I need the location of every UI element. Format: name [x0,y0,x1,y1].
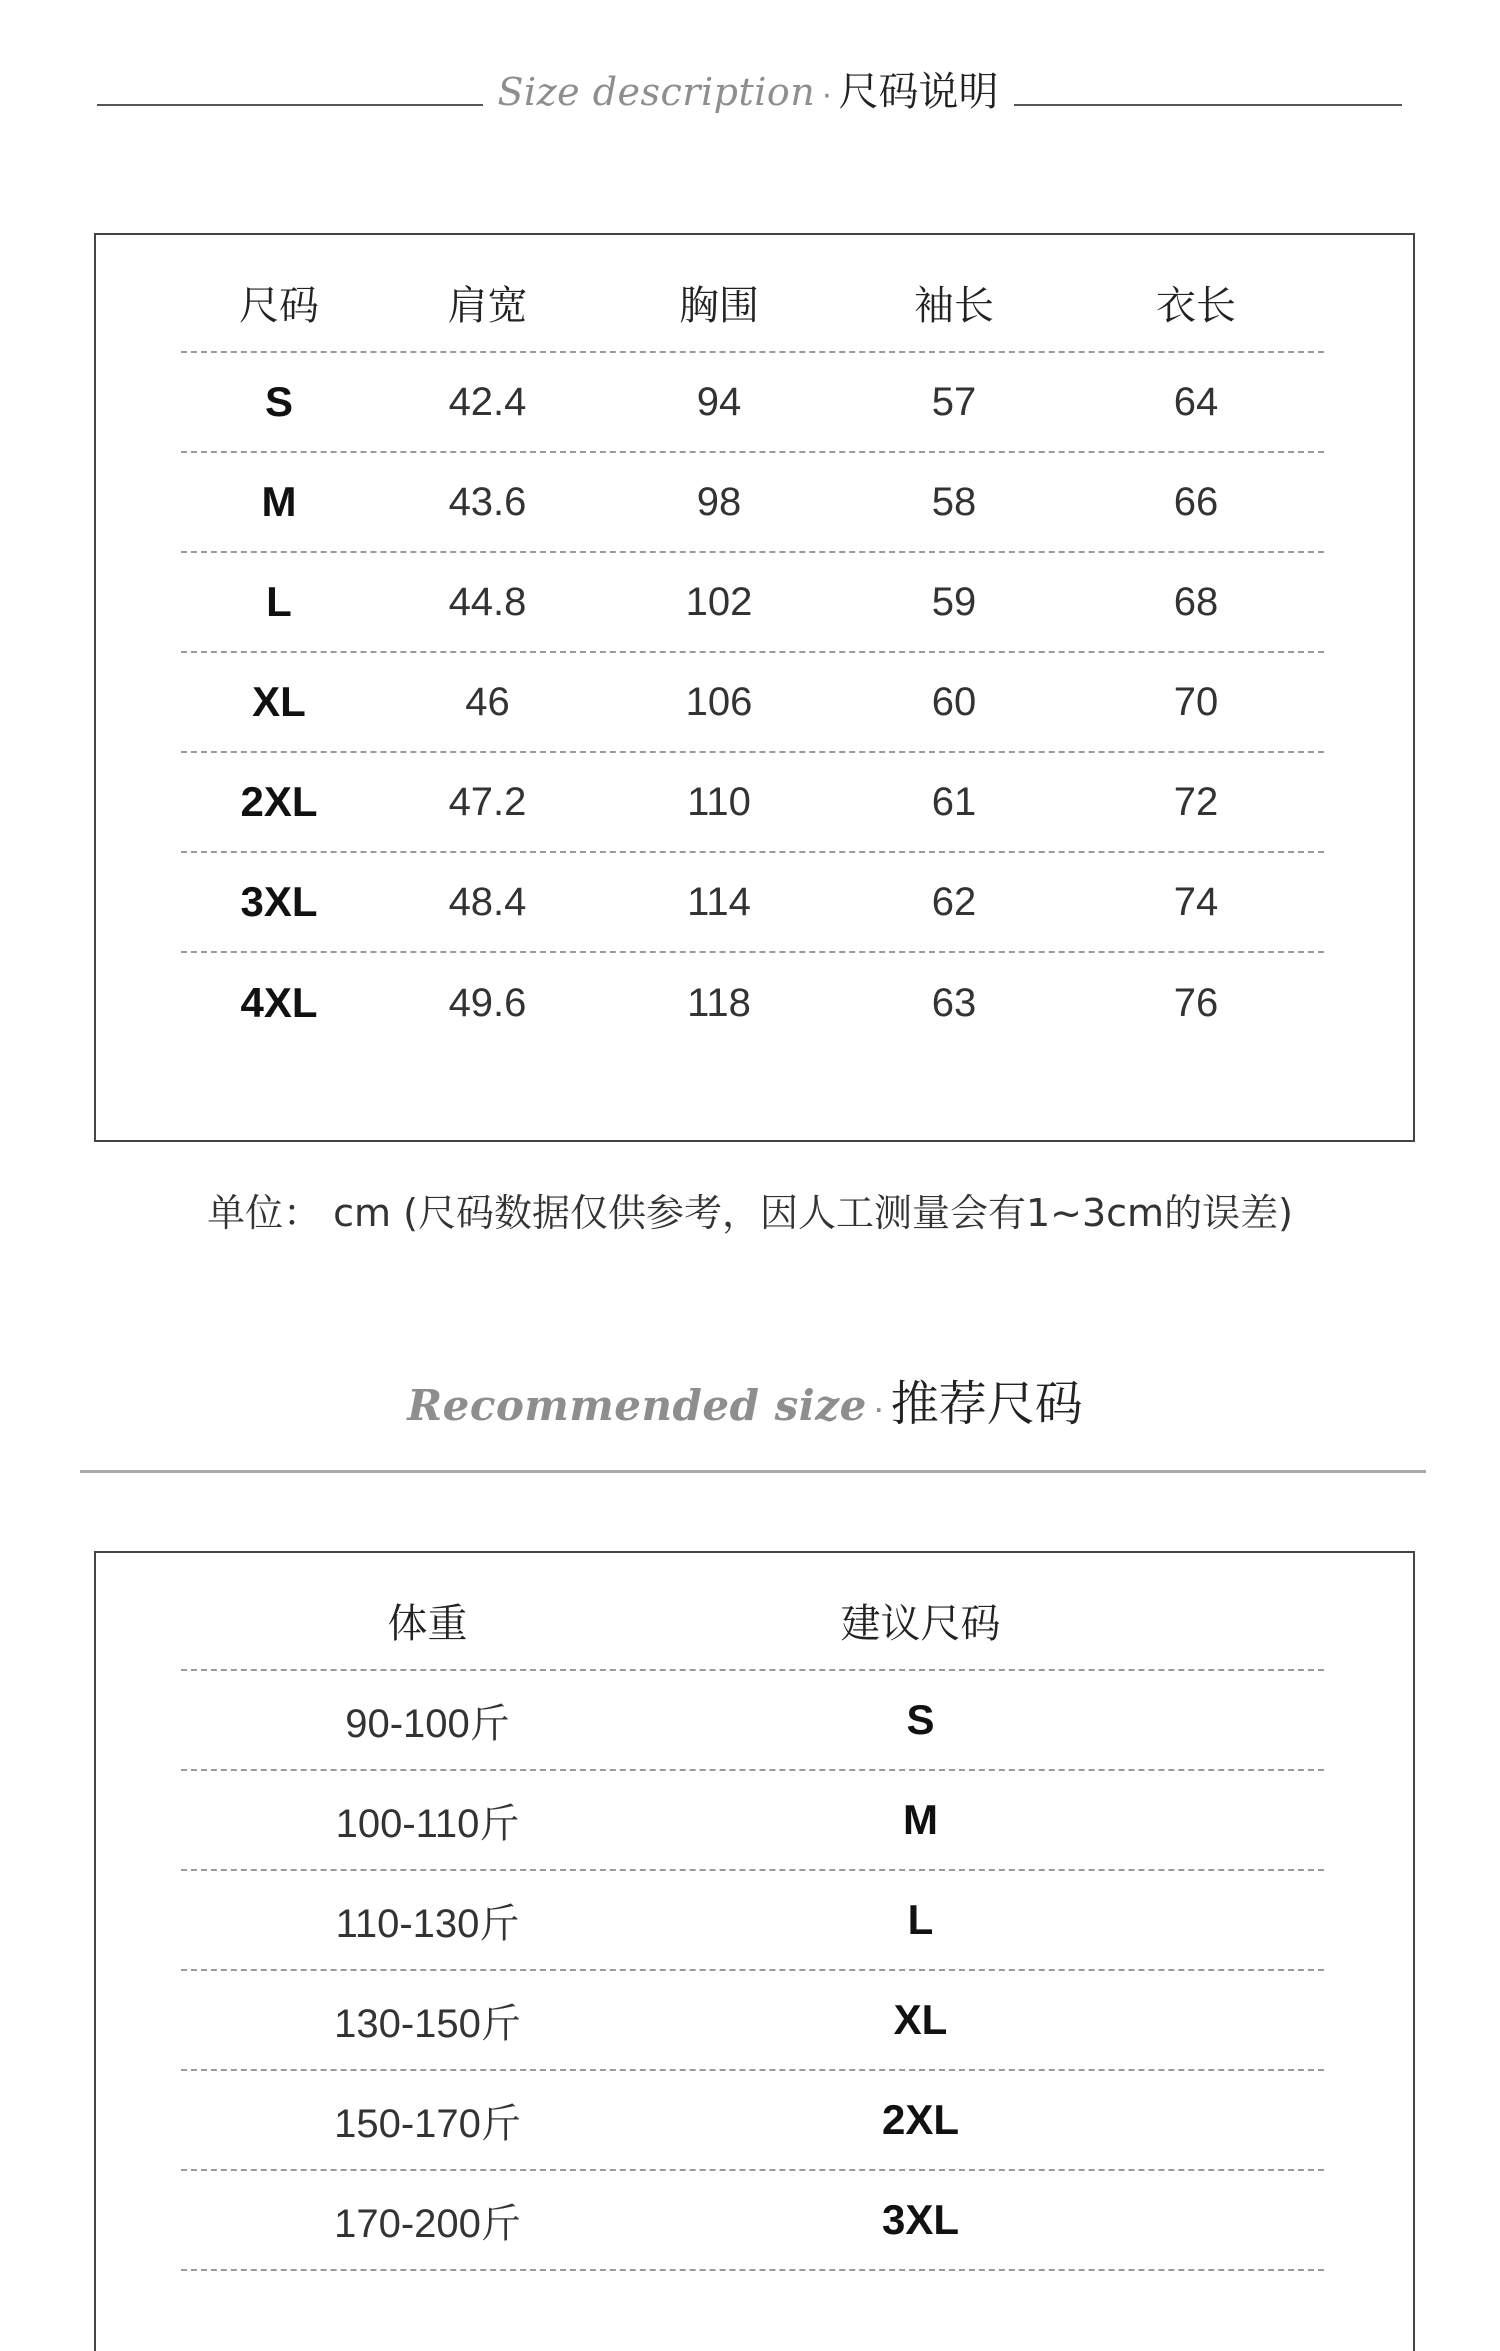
table-row [181,453,1324,553]
unit-note: 单位： cm (尺码数据仅供参考，因人工测量会有1~3cm的误差) [207,1191,1293,1235]
value-cell: 61 [931,779,977,824]
size-cell: XL [252,678,306,725]
value-cell: 43.6 [448,479,527,524]
table-row [181,1671,1324,1771]
value-cell: 63 [931,980,977,1025]
column-header: 衣长 [1156,282,1236,329]
column-header: 建议尺码 [840,1600,1001,1647]
value-cell: 76 [1173,980,1219,1025]
value-cell: 58 [931,479,977,524]
size-cell: 2XL [881,2096,960,2143]
table-row [181,953,1324,1053]
table-row [181,2071,1324,2171]
size-cell: S [264,378,293,425]
size-cell: 3XL [240,878,318,925]
value-cell: 170-200斤 [334,2201,521,2246]
value-cell: 72 [1173,779,1219,824]
table-row [181,1871,1324,1971]
table-header-row [181,1571,1324,1671]
table-row [181,753,1324,853]
column-header: 肩宽 [447,282,528,329]
value-cell: 90-100斤 [345,1701,510,1746]
value-cell: 49.6 [448,980,527,1025]
table-row [181,553,1324,653]
table-row [181,353,1324,453]
value-cell: 150-170斤 [334,2101,521,2146]
size-table-box [94,233,1415,1142]
size-cell: 3XL [881,2196,960,2243]
title-zh: 推荐尺码 [890,1376,1083,1432]
table-header-row [181,253,1324,353]
table-row [181,1971,1324,2071]
column-header: 体重 [387,1600,468,1647]
value-cell: 66 [1173,479,1219,524]
value-cell: 70 [1173,679,1219,724]
value-cell: 62 [931,879,977,924]
value-cell: 48.4 [448,879,527,924]
table-row [181,853,1324,953]
value-cell: 64 [1173,379,1219,424]
column-header: 尺码 [239,282,319,329]
value-cell: 94 [696,379,742,424]
value-cell: 98 [696,479,742,524]
recommend-table-box [94,1551,1415,2351]
value-cell: 110-130斤 [335,1901,520,1946]
title-zh: 尺码说明 [838,69,999,115]
value-cell: 44.8 [448,579,527,624]
value-cell: 74 [1173,879,1219,924]
table-row [181,2171,1324,2271]
column-header: 胸围 [679,282,759,329]
recommend-table [181,1571,1324,2271]
size-cell: L [266,578,292,625]
size-cell: M [903,1796,938,1843]
value-cell: 60 [931,679,977,724]
value-cell: 47.2 [448,779,527,824]
value-cell: 42.4 [448,379,527,424]
table-row [181,653,1324,753]
column-header: 袖长 [914,282,994,329]
size-table [181,253,1324,1053]
value-cell: 68 [1173,579,1219,624]
value-cell: 130-150斤 [334,2001,521,2046]
title-separator: · [821,75,833,113]
recommended-size-title [0,1376,1500,1432]
table-row [181,1771,1324,1871]
title-en: Size description [497,70,816,114]
size-cell: XL [893,1996,948,2043]
value-cell: 46 [465,679,510,724]
value-cell: 114 [687,879,751,924]
size-cell: 4XL [240,979,318,1026]
value-cell: 106 [685,679,753,724]
recommended-divider [80,1470,1426,1473]
size-cell: M [261,478,297,525]
size-cell: 2XL [240,778,318,825]
value-cell: 110 [687,779,751,824]
title-separator: · [872,1387,885,1428]
size-cell: L [907,1896,934,1943]
size-description-title [0,69,1500,115]
size-cell: S [906,1696,935,1743]
value-cell: 59 [931,579,977,624]
value-cell: 118 [687,980,751,1025]
value-cell: 57 [931,379,977,424]
title-en: Recommended size [407,1381,867,1430]
value-cell: 100-110斤 [335,1801,520,1846]
value-cell: 102 [685,579,753,624]
